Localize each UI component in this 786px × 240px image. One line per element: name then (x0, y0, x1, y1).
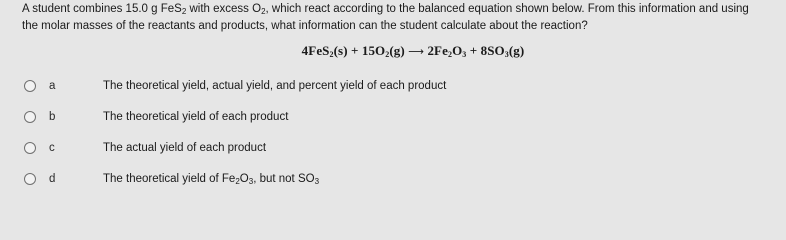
answer-options (24, 70, 724, 194)
question-line-2: the molar masses of the reactants and products, what information can the student calculate about the reaction? (22, 20, 588, 32)
option-text: The actual yield of each product (103, 141, 267, 154)
option-letter: b (49, 110, 56, 123)
radio-button-b[interactable] (24, 111, 36, 123)
option-letter: d (49, 172, 56, 185)
option-text: The theoretical yield, actual yield, and percent yield of each product (103, 79, 447, 92)
option-letter: c (49, 141, 55, 154)
answer-option-b[interactable] (24, 101, 724, 132)
question-text (22, 1, 786, 35)
chemical-equation: $4FeS_2(s) + 15O_2(g)$ ⟶ $2Fe_2O_3 + 8SO_3(g)$ (301, 43, 525, 59)
question-line-1: A student combines 15.0 g FeS$_2$ with excess $O_2$, which react according to the balanced equation shown below. From this information and using (22, 3, 749, 16)
option-text: The theoretical yield of each product (103, 110, 289, 123)
option-text: The theoretical yield of $Fe_2O_3$, but not $SO_3$ (103, 172, 320, 186)
option-letter: a (49, 79, 56, 92)
radio-button-d[interactable] (24, 173, 36, 185)
radio-button-c[interactable] (24, 142, 36, 154)
answer-option-c[interactable] (24, 132, 724, 163)
reaction-arrow-icon: ⟶ (408, 45, 425, 58)
answer-option-a[interactable] (24, 70, 724, 101)
radio-button-a[interactable] (24, 80, 36, 92)
answer-option-d[interactable] (24, 163, 724, 194)
